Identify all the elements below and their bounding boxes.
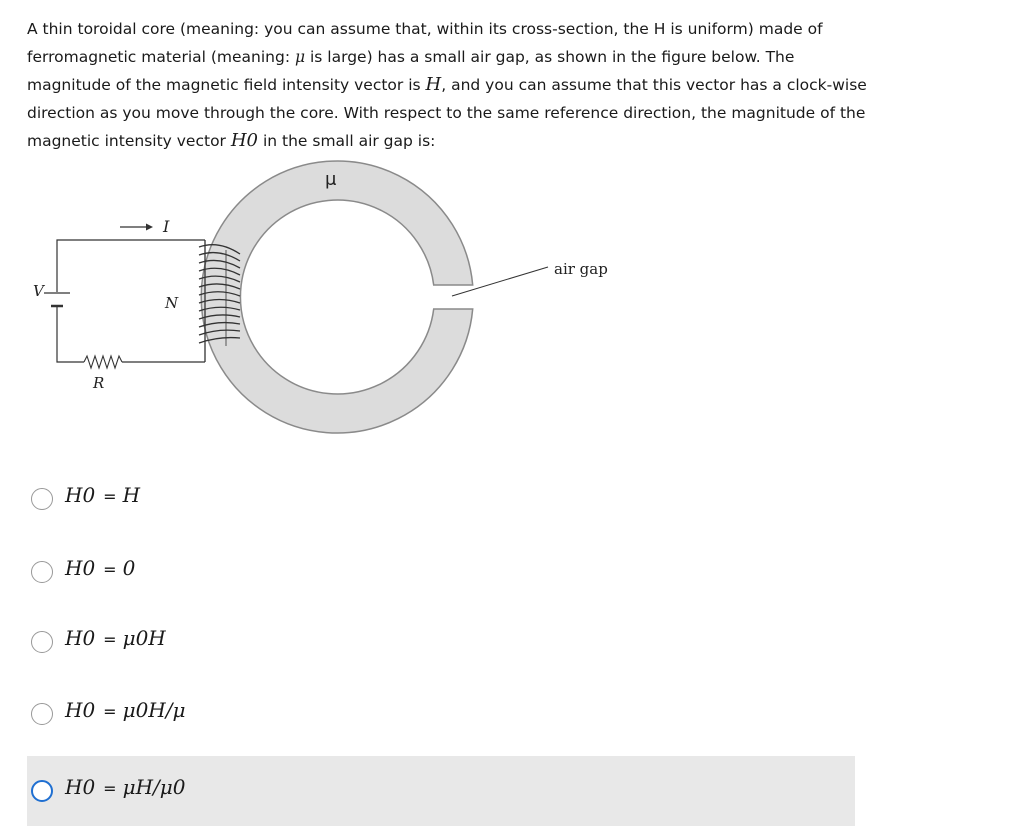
option-lhs: H0 (65, 698, 96, 722)
current-arrow-icon (120, 224, 153, 231)
voltage-label: V (33, 282, 44, 300)
question-line-2 (27, 44, 877, 72)
option-4[interactable] (27, 679, 855, 749)
option-3[interactable] (27, 607, 855, 677)
option-1-label (65, 483, 140, 507)
option-5-label (65, 775, 185, 799)
option-2[interactable] (27, 537, 855, 607)
top-wire (57, 240, 205, 292)
option-lhs: H0 (65, 556, 96, 580)
mu-label: μ (325, 169, 337, 190)
option-eq: = (103, 630, 117, 649)
option-1[interactable] (27, 464, 855, 534)
radio-button[interactable] (31, 561, 53, 583)
h0-symbol: H0 (230, 130, 259, 151)
option-rhs: μH/μ0 (122, 775, 186, 799)
question-line-5-post: in the small air gap is: (258, 132, 436, 150)
current-label: I (163, 217, 170, 236)
option-2-label (65, 556, 135, 580)
option-eq: = (103, 560, 117, 579)
question-text (27, 16, 877, 156)
question-line-3 (27, 71, 877, 100)
h-symbol: H (425, 74, 442, 95)
radio-button[interactable] (31, 631, 53, 653)
mu-symbol: μ (294, 47, 306, 66)
resistor-symbol (84, 356, 122, 368)
option-rhs: 0 (122, 556, 136, 580)
turns-label: N (165, 294, 179, 312)
radio-button[interactable] (31, 780, 53, 802)
option-5[interactable] (27, 756, 855, 826)
option-3-label (65, 626, 166, 650)
resistor-label: R (93, 374, 105, 392)
option-rhs: μ0H/μ (122, 698, 186, 722)
option-lhs: H0 (65, 483, 96, 507)
option-4-label (65, 698, 185, 722)
battery-symbol (44, 293, 70, 306)
radio-button[interactable] (31, 703, 53, 725)
bottom-wire (57, 306, 84, 362)
question-line-3-pre: magnitude of the magnetic field intensity vector is (27, 76, 426, 94)
radio-button[interactable] (31, 488, 53, 510)
question-line-2-pre: ferromagnetic material (meaning: (27, 47, 295, 66)
option-eq: = (103, 779, 117, 798)
option-eq: = (103, 487, 117, 506)
question-line-4: direction as you move through the core. With respect to the same reference direction, the magnitude of the (27, 103, 866, 122)
question-line-5-pre: magnetic intensity vector (27, 132, 231, 150)
option-eq: = (103, 702, 117, 721)
question-line-3-post: , and you can assume that this vector has a clock-wise (441, 76, 867, 94)
question-line-1: A thin toroidal core (meaning: you can assume that, within its cross-section, the H is uniform) made of (27, 20, 823, 38)
toroid-figure (0, 150, 700, 450)
air-gap-label: air gap (554, 260, 608, 278)
option-lhs: H0 (65, 626, 96, 650)
option-lhs: H0 (65, 775, 96, 799)
toroid-core (201, 161, 472, 433)
question-line-2-post: is large) has a small air gap, as shown in the figure below. The (305, 47, 795, 66)
option-rhs: μ0H (122, 626, 166, 650)
option-rhs: H (122, 483, 141, 507)
